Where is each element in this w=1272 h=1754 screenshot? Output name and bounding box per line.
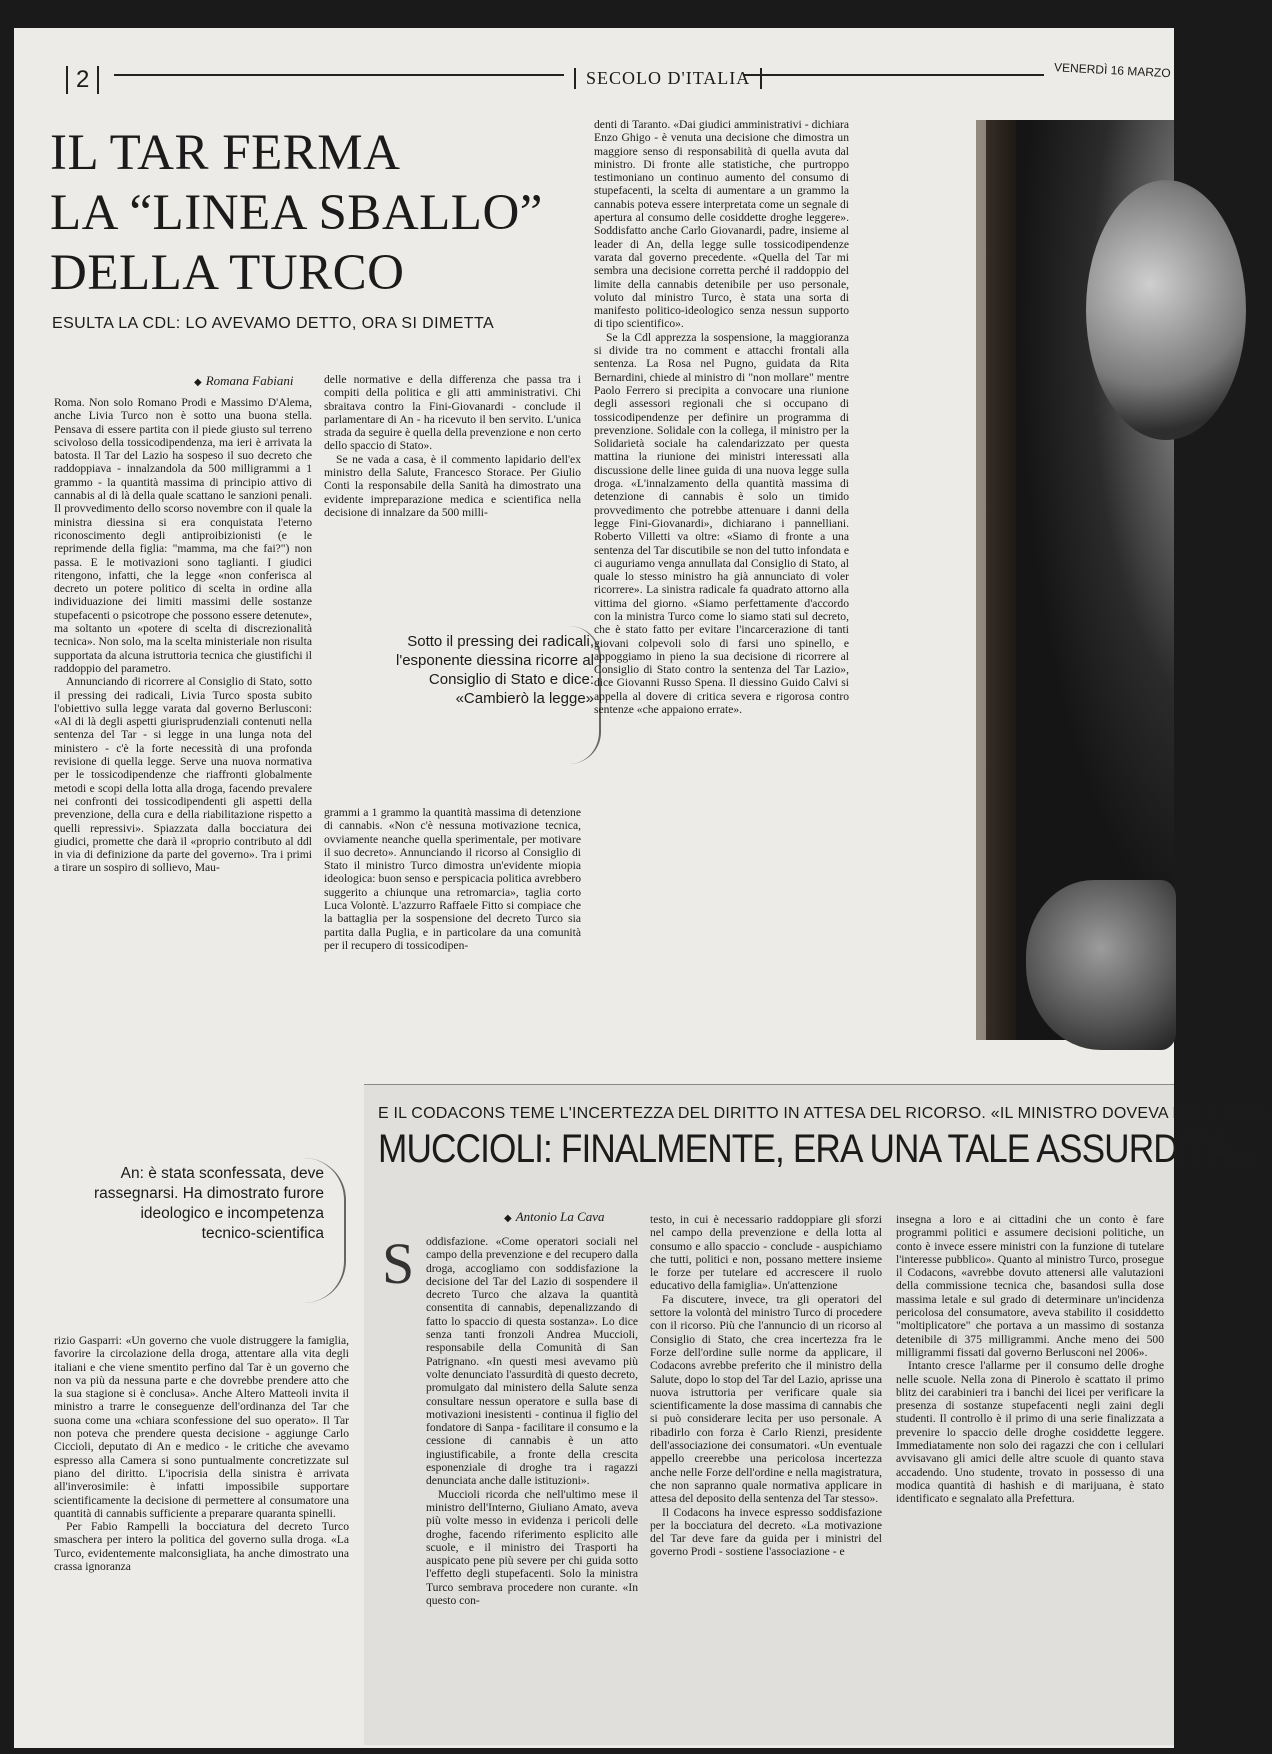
paragraph: testo, in cui è necessario raddoppiare gli sforzi nel campo della prevenzione e della lotta al consumo e allo spaccio - conclude - auspichiamo che tutti, politici e non, possano mettere insieme le forze per tutelare ed accrescere il ruolo educativo della famiglia». Un'attenzione <box>650 1213 882 1293</box>
paragraph: denti di Taranto. «Dai giudici amministrativi - dichiara Enzo Ghigo - è venuta una decisione che dimostra un maggiore senso di responsabilità di quella avuta dal ministro. Di fronte alle statistiche, che purtroppo testimoniano un continuo aumento del consumo di stupefacenti, la scelta di aumentare a un grammo la cannabis poteva essere interpretata come un segnale di apertura al consumo delle cosiddette droghe leggere». Soddisfatto anche Carlo Giovanardi, padre, insieme al leader di An, della legge sulle tossicodipendenze varata dal governo precedente. «Quella del Tar mi sembra una decisione corretta perché il raddoppio del limite della cannabis detenibile per uso personale, voluto dal ministro Turco, è stata una sorta di manifesto politico-ideologico senza nessun supporto di tipo scientifico». <box>594 118 849 331</box>
paragraph: Se ne vada a casa, è il commento lapidario dell'ex ministro della Salute, Francesco Storace. Per Giulio Conti la responsabile della Sanità ha dimostrato una evidente impreparazione medica e scientifica nella decisione di innalzare da 500 milli- <box>324 452 581 519</box>
paragraph: grammi a 1 grammo la quantità massima di detenzione di cannabis. «Non c'è nessuna motivazione tecnica, ovviamente neanche quella sperimentale, per motivare il suo decreto». Annunciando il ricorso al Consiglio di Stato il ministro Turco dimostra un'evidente miopia ideologica: buon senso e perspicacia politica avrebbero suggerito a chiunque una retromarcia», taglia corto Luca Volontè. L'azzurro Raffaele Fitto si compiace che la battaglia per la sospensione del decreto Turco sia partita dalla Puglia, e in particolare da una comunità per il recupero di tossicodipen- <box>324 806 581 952</box>
paragraph: oddisfazione. «Come operatori sociali nel campo della prevenzione e del recupero dalla droga, accogliamo con soddisfazione la decisione del Tar del Lazio di sospendere il decreto Turco che alzava la quantità consentita di cannabis, depenalizzando di fatto lo spaccio di questa sostanza». Lo dice senza tanti fronzoli Andrea Muccioli, responsabile della Comunità di San Patrignano. «In questi mesi avevamo più volte denunciato l'assurdità di questo decreto, promulgato dal ministero della Salute senza consultare nessun operatore e sulla base di motivazioni inesistenti - continua il figlio del fondatore di Sanpa - facilitare il consumo e la cessione di cannabis è un atto ingiustificabile, a fronte della crescita esponenziale di droghe tra i ragazzi denunciata anche dalle istituzioni». <box>426 1235 638 1488</box>
article-column-2a <box>324 373 581 583</box>
paragraph: Roma. Non solo Romano Prodi e Massimo D'Alema, anche Livia Turco non è sotto una buona stella. Pensava di essere partita con il piede giusto sul terreno scivoloso della tossicodipendenza, ma ieri è arrivata la batosta. Il Tar del Lazio ha sospeso il suo decreto che raddoppiava - innalzandola da 500 milligrammi a 1 grammo - la quantità massima di principio attivo di cannabis al di là della quale scattano le sanzioni penali. Il provvedimento dello scorso novembre con il quale la ministra diessina si era conquistata l'eterno riconoscimento degli antiproibizionisti (e le reprimende della figlia: "mamma, ma che fai?") non passa. E le motivazioni sono taglianti. I giudici ritengono, infatti, che la legge «non conferisca al decreto un potere politico di scelta in ordine alla individuazione dei limiti massimi delle sostanze stupefacenti o psicotrope che possono essere detenute», ma soltanto un «potere di scelta di discrezionalità tecnica». Non solo, ma la scelta ministeriale non risulta supportata da alcuna istruttoria tecnica che giustifichi il raddoppio del parametro. <box>54 396 312 675</box>
article-column-1b <box>54 1334 349 1744</box>
photo-hand <box>1026 880 1176 1050</box>
byline-author: Romana Fabiani <box>205 373 294 388</box>
masthead-rule-left <box>114 74 564 76</box>
pull-quote-2: An: è stata sconfessata, deve rassegnarsi. Ha dimostrato furore ideologico e incompetenza tecnico-scientifica <box>93 1165 324 1242</box>
headline-line: DELLA TURCO <box>50 245 405 301</box>
paragraph: rizio Gasparri: «Un governo che vuole distruggere la famiglia, favorire la circolazione della droga, attentare alla vita degli italiani e che viene smentito perfino dal Tar è un governo che non va più da nessuna parte e che dovrebbe prendere atto che la sua stagione si è conclusa». Anche Altero Matteoli invita il ministro a trarre le conseguenze dell'ordinanza del Tar che suona come una «chiara sconfessione del suo operato». Il Tar non poteva che prendere questa decisione - aggiunge Carlo Ciccioli, deputato di An e medico - le critiche che avevamo espresso alla Camera si sono puntualmente concretizzate sul piano del diritto. L'ipocrisia della sinistra è arrivata all'inverosimile: è infatti impossibile supportare scientificamente la decisione di permettere al consumatore una quantità di cannabis sufficiente a preparare quaranta spinelli. <box>54 1334 349 1520</box>
masthead-rule-right <box>744 74 1044 76</box>
drop-cap: S <box>382 1231 415 1296</box>
article-column-3 <box>594 118 849 1038</box>
pull-quote-1: Sotto il pressing dei radicali, l'esponente diessina ricorre al Consiglio di Stato e dice: «Cambierò la legge» <box>396 633 594 707</box>
sidebar-column-3 <box>896 1213 1164 1733</box>
sidebar-title: MUCCIOLI: FINALMENTE, ERA UNA TALE ASSURDITÀ... <box>378 1127 1257 1171</box>
portrait-photo <box>986 120 1174 1040</box>
paragraph: Intanto cresce l'allarme per il consumo delle droghe nelle scuole. Nella zona di Pinerolo è scattato il primo blitz dei carabinieri tra i banchi dei licei per verificare la presenza di sostanze stupefacenti negli zaini degli studenti. Il controllo è il primo di una serie finalizzata a prevenire lo spaccio delle droghe cosiddette leggere. Immediatamente non solo dei ragazzi che con i cellulari avvisavano gli amici delle altre scuole di quanto stava accadendo. Uno studente, trovato in possesso di una modica quantità di hashish e di marijuana, è stato identificato e segnalato alla Prefettura. <box>896 1359 1164 1506</box>
article-headline <box>50 123 640 303</box>
article-column-2b <box>324 806 581 1036</box>
paragraph: delle normative e della differenza che passa tra i compiti della politica e gli atti amministrativi. Chi sbraitava contro la Fini-Giovanardi - conclude il parlamentare di An - ha ricevuto il ben servito. L'unica strada da seguire è quella della prevenzione e non certo dello spaccio di Stato». <box>324 373 581 453</box>
newspaper-page <box>14 28 1272 1748</box>
sidebar-article <box>364 1084 1272 1745</box>
headline-line: IL TAR FERMA <box>50 125 401 181</box>
sidebar-byline: ◆ Antonio La Cava <box>504 1209 605 1224</box>
masthead <box>54 60 1201 100</box>
paragraph: Fa discutere, invece, tra gli operatori del settore la volontà del ministro Turco di procedere con il ricorso. Più che l'annuncio di un ricorso al Consiglio di Stato, che crea incertezza fra le Forze dell'ordine sulle norme da applicare, il Codacons avrebbe preferito che il ministro della Salute, dopo lo stop del Tar del Lazio, aprisse una nuova istruttoria per verificare quale sia scientificamente la dose massima di cannabis che si può considerare lecita per uso personale. A ribadirlo con forza è Carlo Rienzi, presidente dell'associazione dei consumatori. «Un eventuale appello creerebbe una pericolosa incertezza anche nelle Forze dell'ordine e nella magistratura, che non sapranno quale normativa applicare in attesa del deposito della sentenza del Tar stesso». <box>650 1292 882 1506</box>
pull-quote-bracket <box>304 1158 346 1303</box>
byline-author: Antonio La Cava <box>515 1209 605 1224</box>
issue-date: VENERDÌ 16 MARZO 2007 <box>1053 60 1201 82</box>
paragraph: Annunciando di ricorrere al Consiglio di Stato, sotto il pressing dei radicali, Livia Turco sposta subito l'obiettivo sulla legge varata dal governo Berlusconi: «Al di là degli aspetti giurisprudenziali contenuti nella sentenza del Tar - si legge in una lunga nota del ministero - c'è la forte necessità di una profonda revisione di quella legge. Serve una nuova normativa per le tossicodipendenze che riaffronti globalmente metodi e scopi della lotta alla droga, facendo prevalere nei confronti dei tossicodipendenti gli aspetti della prevenzione, della cura e della riabilitazione rispetto a quelli repressivi». Spiazzata dalla bocciatura dei giudici, promette che darà il «proprio contributo al ddl in via di definizione da parte del governo». Tra i primi a tirare un sospiro di sollievo, Mau- <box>54 675 312 875</box>
photo-face <box>1086 180 1246 440</box>
paragraph: Se la Cdl apprezza la sospensione, la maggioranza si divide tra no comment e attacchi frontali alla sentenza. La Rosa nel Pugno, guidata da Rita Bernardini, chiede al ministro di "non mollare" mentre Paolo Ferrero si precipita a convocare una riunione degli assessori regionali che si occupano di tossicodipendenze per definire un programma di prevenzione. Solidale con la collega, il ministro per la Solidarietà sociale ha calendarizzato per questa mattina la riunione dei ministri interessati alla discussione delle linee guida di una nuova legge sulla droga. «L'innalzamento della quantità massima di detenzione di cannabis è solo un timido provvedimento che potrebbe attenuare i danni della legge Fini-Giovanardi», dichiarano i pannelliani. Roberto Villetti va oltre: «Siamo di fronte a una sentenza del Tar discutibile se non del tutto infondata e ci auguriamo venga annullata dal Consiglio di Stato, al quale lo stesso ministro ha già annunciato di voler ricorrere». La sinistra radicale fa quadrato attorno alla vittima del giorno. «Siamo perfettamente d'accordo con la ministra Turco come lo siamo stati sul decreto, che è stato fatto per evitare l'incarcerazione di tanti giovani colpevoli solo di farsi uno spinello, e appoggiamo in pieno la sua decisione di ricorrere al Consiglio di Stato contro la sentenza del Tar Lazio», dice Giovanni Russo Spena. Il diessino Guido Calvi si appella al dovere di critica severa e rigorosa contro sentenze «che appaiono errate». <box>594 330 849 717</box>
article-kicker: ESULTA LA CDL: LO AVEVAMO DETTO, ORA SI DIMETTA <box>52 315 495 332</box>
photo-background <box>976 120 1016 1040</box>
paragraph: Muccioli ricorda che nell'ultimo mese il ministro dell'Interno, Giuliano Amato, aveva più volte messo in evidenza i pericoli delle droghe, facendo riferimento esplicito alle scuole, e il ministro dei Trasporti ha auspicato pene più severe per chi guida sotto l'effetto degli stupefacenti. Solo la ministra Turco sembrava procedere non curante. «In questo con- <box>426 1487 638 1608</box>
article-byline: ◆ Romana Fabiani <box>194 373 294 388</box>
paragraph: Per Fabio Rampelli la bocciatura del decreto Turco smaschera per intero la politica del governo sulla droga. «La Turco, evidentemente malconsigliata, ha anche dimostrato una crassa ignoranza <box>54 1520 349 1574</box>
sidebar-column-2 <box>650 1213 882 1733</box>
sidebar-column-1 <box>426 1235 638 1735</box>
paper-name: SECOLO D'ITALIA <box>574 68 762 89</box>
headline-line: LA “LINEA SBALLO” <box>50 185 543 241</box>
paragraph: insegna a loro e ai cittadini che un conto è fare programmi politici e assumere decisioni politiche, un conto è invece essere ministri con la funzione di tutelare l'interesse pubblico». Quanto al ministro Turco, prosegue il Codacons, «avrebbe dovuto attenersi alle valutazioni della commissione tecnica che, basandosi sulla dose massima letale e sul grado di determinare un'incidenza pericolosa del consumatore, aveva stabilito il cosiddetto "moltiplicatore" che portava a un massimo di sostanza detenibile di 375 milligrammi. Anche meno dei 500 milligrammi fissati dal governo Berlusconi nel 2006». <box>896 1213 1164 1359</box>
page-number: 2 <box>66 66 99 94</box>
sidebar-kicker: E IL CODACONS TEME L'INCERTEZZA DEL DIRITTO IN ATTESA DEL RICORSO. «IL MINISTRO DOVEVA RECEDERE» <box>378 1105 1272 1122</box>
paragraph: Il Codacons ha invece espresso soddisfazione per la bocciatura del decreto. «La motivazione del Tar deve fare da guida per i ministri del governo Prodi - sostiene l'associazione - e <box>650 1505 882 1559</box>
article-column-1 <box>54 396 312 1106</box>
